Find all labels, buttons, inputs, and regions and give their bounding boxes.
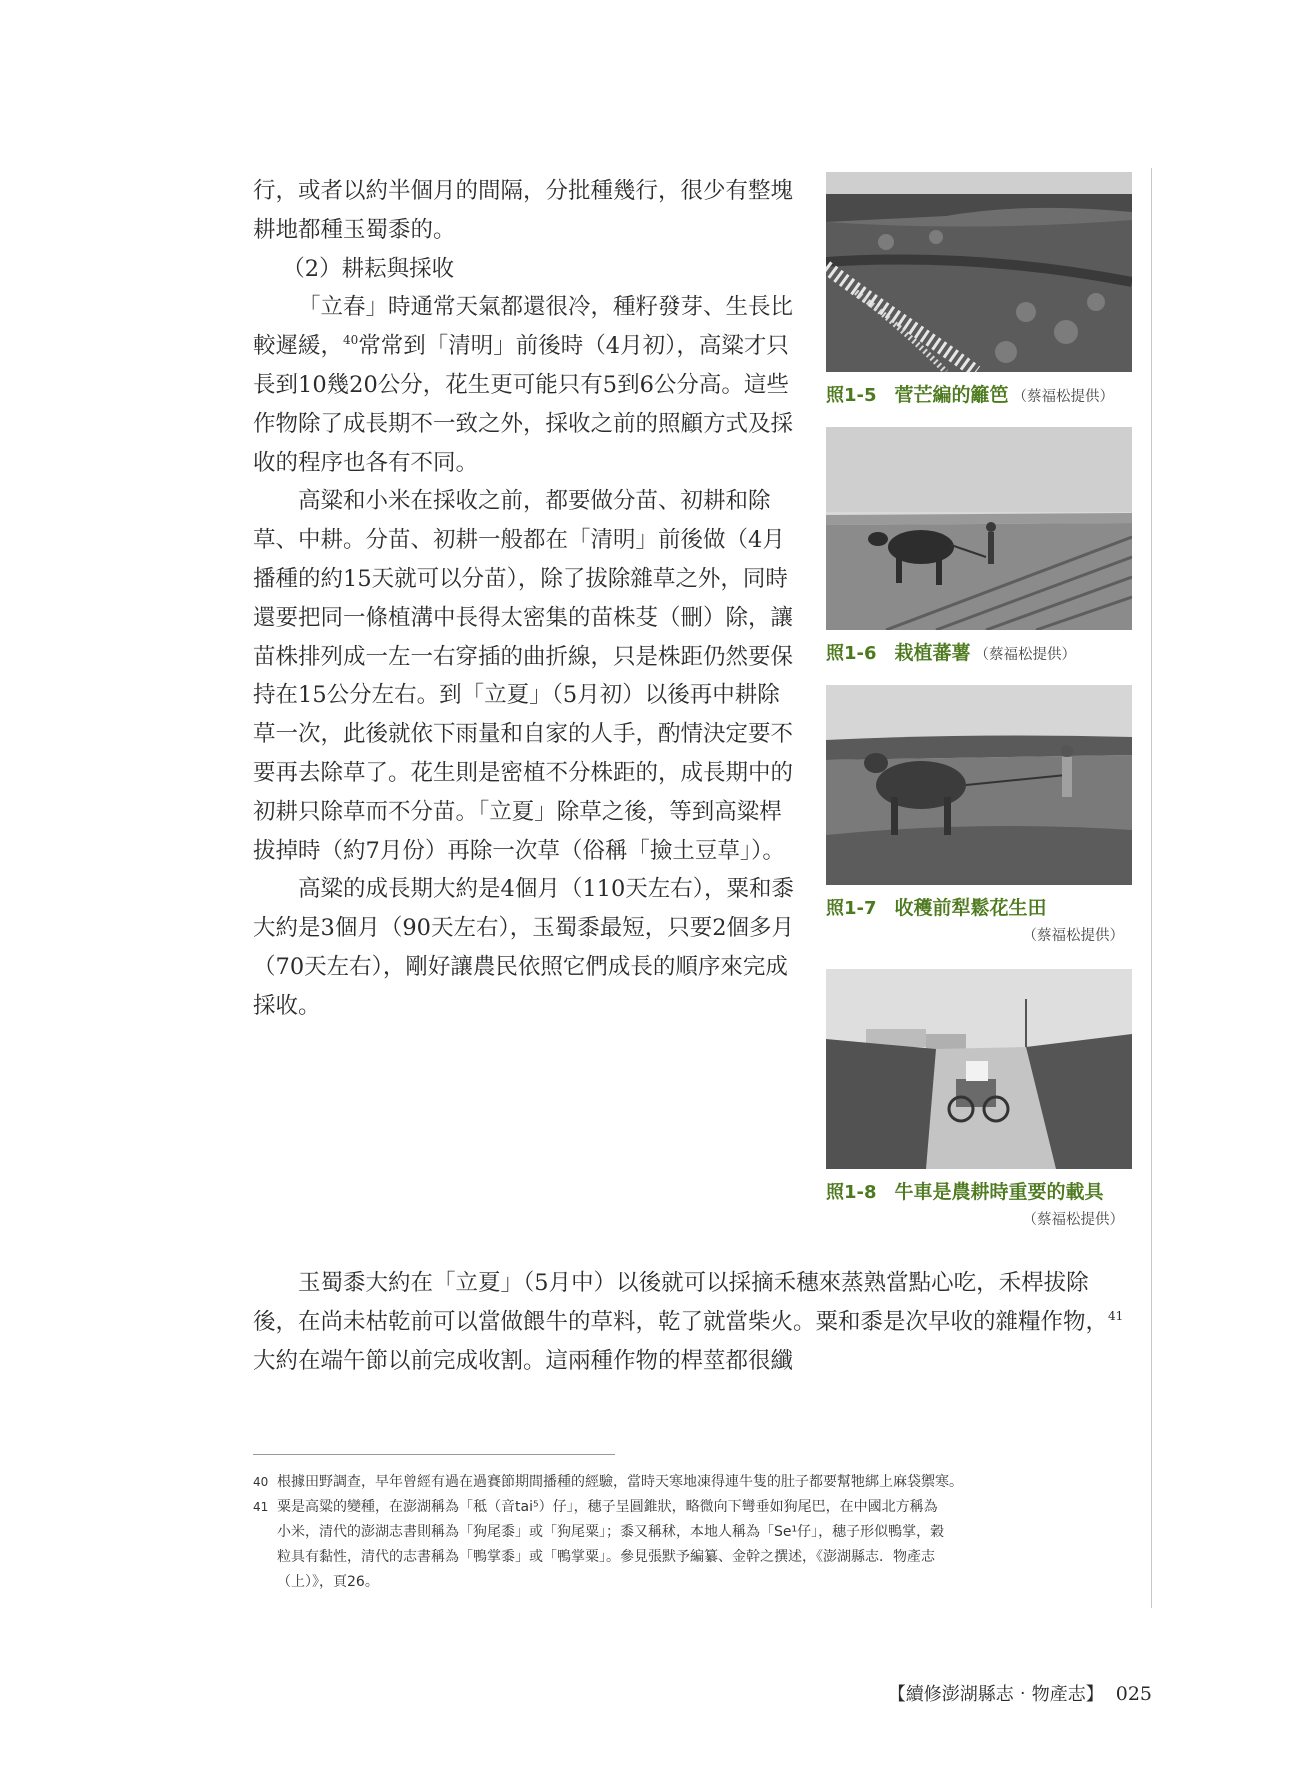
footnote-number: 40 <box>253 1475 269 1489</box>
paragraph <box>253 1264 1133 1380</box>
caption-credit: （蔡福松提供） <box>1012 389 1115 405</box>
paragraph-text: 玉蜀黍大約在「立夏」（5月中）以後就可以採摘禾穗來蒸熟當點心吃，禾桿拔除後，在尚未枯乾前可以當做餵牛的草料，乾了就當柴火。粟和黍是次早收的雜糧作物， <box>253 1270 1109 1335</box>
paragraph-text: 常常到「清明」前後時（4月初），高粱才只長到10幾20公分，花生更可能只有5到6公分高。這些作物除了成長期不一致之外，採收之前的照顧方式及採收的程序也各有不同。 <box>253 333 794 476</box>
footnote-separator <box>253 1454 615 1455</box>
caption-id: 照1-7 <box>826 898 877 919</box>
footnote-ref[interactable]: 41 <box>1108 1308 1124 1323</box>
footnote-line: （上）》，頁26。 <box>277 1574 379 1590</box>
body-column <box>253 172 797 1026</box>
body-full-width <box>253 1264 1133 1380</box>
footnote-line: 粟是高粱的變種，在澎湖稱為「秪（音tai⁵）仔」，穗子呈圓錐狀，略微向下彎垂如狗尾巴，在中國北方稱為 <box>277 1499 938 1515</box>
footnote-line: 粒具有黏性，清代的志書稱為「鴨掌黍」或「鴨掌粟」。參見張默予編纂、金幹之撰述，《澎湖縣志．物產志 <box>277 1549 935 1565</box>
photo-caption <box>826 638 1146 665</box>
footnote-line: 小米，清代的澎湖志書則稱為「狗尾黍」或「狗尾粟」；黍又稱秫，本地人稱為「Se¹仔」，穗子形似鴨掌，穀 <box>277 1524 945 1540</box>
photo-caption <box>826 893 1146 945</box>
photo-ox-cart <box>826 969 1132 1169</box>
caption-credit: （蔡福松提供） <box>974 647 1077 663</box>
footnote <box>253 1495 1133 1595</box>
paragraph-text: 「立春」時通常天氣都還很冷，種籽發芽、生長比較遲緩， <box>253 294 794 360</box>
page-number: 025 <box>1115 1683 1152 1705</box>
caption-id: 照1-8 <box>826 1182 877 1203</box>
paragraph: 高粱的成長期大約是4個月（110天左右），粟和黍大約是3個月（90天左右），玉蜀黍最短，只要2個多月（70天左右），剛好讓農民依照它們成長的順序來完成採收。 <box>253 876 795 1019</box>
caption-title: 栽植蕃薯 <box>894 642 971 664</box>
section-subheading: （2）耕耘與採收 <box>282 255 455 282</box>
caption-credit: （蔡福松提供） <box>1022 928 1124 944</box>
paragraph: 高粱和小米在採收之前，都要做分苗、初耕和除草、中耕。分苗、初耕一般都在「清明」前後做（4月播種的約15天就可以分苗），除了拔除雜草之外，同時還要把同一條植溝中長得太密集的苗株芟（刪）除，讓苗株排列成一左一右穿插的曲折線，只是株距仍然要保持在15公分左右。到「立夏」（5月初）以後再中耕除草一次，此後就依下雨量和自家的人手，酌情決定要不要再去除草了。花生則是密植不分株距的，成長期中的初耕只除草而不分苗。「立夏」除草之後，等到高粱桿拔掉時（約7月份）再除一次草（俗稱「撿土豆草」）。 <box>253 488 794 864</box>
caption-credit: （蔡福松提供） <box>1022 1212 1124 1228</box>
paragraph <box>253 288 797 482</box>
caption-title: 菅芒編的籬笆 <box>894 384 1009 406</box>
caption-id: 照1-6 <box>826 643 877 664</box>
footnote-number: 41 <box>253 1500 269 1514</box>
footnote-text: 根據田野調查，早年曾經有過在過賽節期間播種的經驗，當時天寒地凍得連牛隻的肚子都要幫牠綁上麻袋禦寒。 <box>277 1474 963 1490</box>
footnote <box>253 1470 1133 1495</box>
photo-reed-fence <box>826 172 1132 372</box>
photo-planting-sweet-potato <box>826 427 1132 630</box>
book-title: 【續修澎湖縣志‧物產志】 <box>887 1684 1104 1705</box>
footnote-ref[interactable]: 40 <box>343 333 359 348</box>
photo-caption <box>826 380 1146 407</box>
footnotes <box>253 1470 1133 1595</box>
paragraph-text: 大約在端午節以前完成收割。這兩種作物的桿莖都很纖 <box>253 1347 794 1374</box>
caption-title: 收穫前犁鬆花生田 <box>894 897 1047 919</box>
paragraph: 行，或者以約半個月的間隔，分批種幾行，很少有整塊耕地都種玉蜀黍的。 <box>253 178 794 243</box>
photo-plowing-peanut-field <box>826 685 1132 885</box>
caption-title: 牛車是農耕時重要的載具 <box>894 1181 1104 1203</box>
margin-rule <box>1151 168 1152 1608</box>
photo-caption <box>826 1177 1146 1229</box>
page-footer <box>888 1680 1152 1706</box>
caption-id: 照1-5 <box>826 385 877 406</box>
